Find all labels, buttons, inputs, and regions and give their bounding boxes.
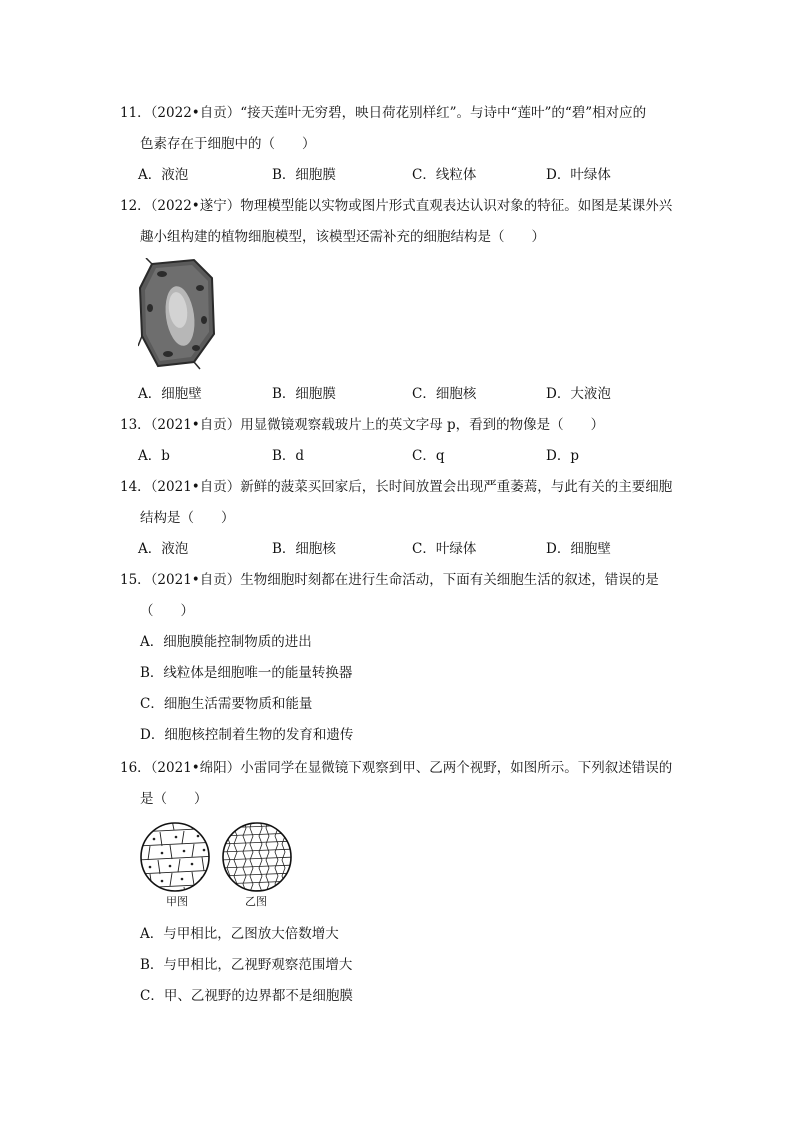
q15-option-a: A．细胞膜能控制物质的进出 <box>140 634 312 650</box>
q16-option-c: C．甲、乙视野的边界都不是细胞膜 <box>140 988 353 1004</box>
q13-option-d: D．p <box>546 448 579 464</box>
q14-option-a: A．液泡 <box>138 541 189 557</box>
q14-stem-line1: 14．（2021•自贡）新鲜的菠菜买回家后，长时间放置会出现严重萎蔫，与此有关的主要细胞 <box>120 479 673 495</box>
q13-option-c: C．q <box>412 448 445 464</box>
q14-option-d: D．细胞壁 <box>546 541 611 557</box>
q11-option-a: A．液泡 <box>138 167 189 183</box>
q11-stem-line2: 色素存在于细胞中的（ ） <box>140 136 316 152</box>
microscope-views-figure <box>138 820 298 916</box>
q11-stem-line1: 11．（2022•自贡）“接天莲叶无穷碧，映日荷花别样红”。与诗中“莲叶”的“碧”相对应的 <box>120 105 647 121</box>
q15-option-d: D．细胞核控制着生物的发育和遗传 <box>140 727 354 743</box>
q15-option-b: B．线粒体是细胞唯一的能量转换器 <box>140 665 353 681</box>
q13-option-b: B．d <box>272 448 305 464</box>
q16-stem-line2: 是（ ） <box>140 791 208 807</box>
q11-option-b: B．细胞膜 <box>272 167 336 183</box>
q13-stem-line1: 13．（2021•自贡）用显微镜观察载玻片上的英文字母 p，看到的物像是（ ） <box>120 417 605 433</box>
q12-option-a: A．细胞壁 <box>138 386 202 402</box>
q14-option-c: C．叶绿体 <box>412 541 477 557</box>
q11-option-c: C．线粒体 <box>412 167 477 183</box>
q12-stem-line1: 12．（2022•遂宁）物理模型能以实物或图片形式直观表达认识对象的特征。如图是某课外兴 <box>120 198 673 214</box>
q16-option-a: A．与甲相比，乙图放大倍数增大 <box>140 926 339 942</box>
q11-option-d: D．叶绿体 <box>546 167 611 183</box>
q15-stem-line2: （ ） <box>140 603 194 619</box>
figure-label-jia: 甲图 <box>166 895 188 908</box>
q13-option-a: A．b <box>138 448 170 464</box>
q12-option-d: D．大液泡 <box>546 386 611 402</box>
q16-stem-line1: 16．（2021•绵阳）小雷同学在显微镜下观察到甲、乙两个视野，如图所示。下列叙述错误的 <box>120 760 673 776</box>
q12-option-c: C．细胞核 <box>412 386 477 402</box>
figure-label-yi: 乙图 <box>245 895 267 908</box>
q15-stem-line1: 15．（2021•自贡）生物细胞时刻都在进行生命活动，下面有关细胞生活的叙述，错误的是 <box>120 572 659 588</box>
q14-stem-line2: 结构是（ ） <box>140 510 235 526</box>
q16-option-b: B．与甲相比，乙视野观察范围增大 <box>140 957 353 973</box>
plant-cell-model-figure <box>138 258 220 370</box>
q14-option-b: B．细胞核 <box>272 541 336 557</box>
q15-option-c: C．细胞生活需要物质和能量 <box>140 696 313 712</box>
q12-option-b: B．细胞膜 <box>272 386 336 402</box>
q12-stem-line2: 趣小组构建的植物细胞模型，该模型还需补充的细胞结构是（ ） <box>140 229 545 245</box>
